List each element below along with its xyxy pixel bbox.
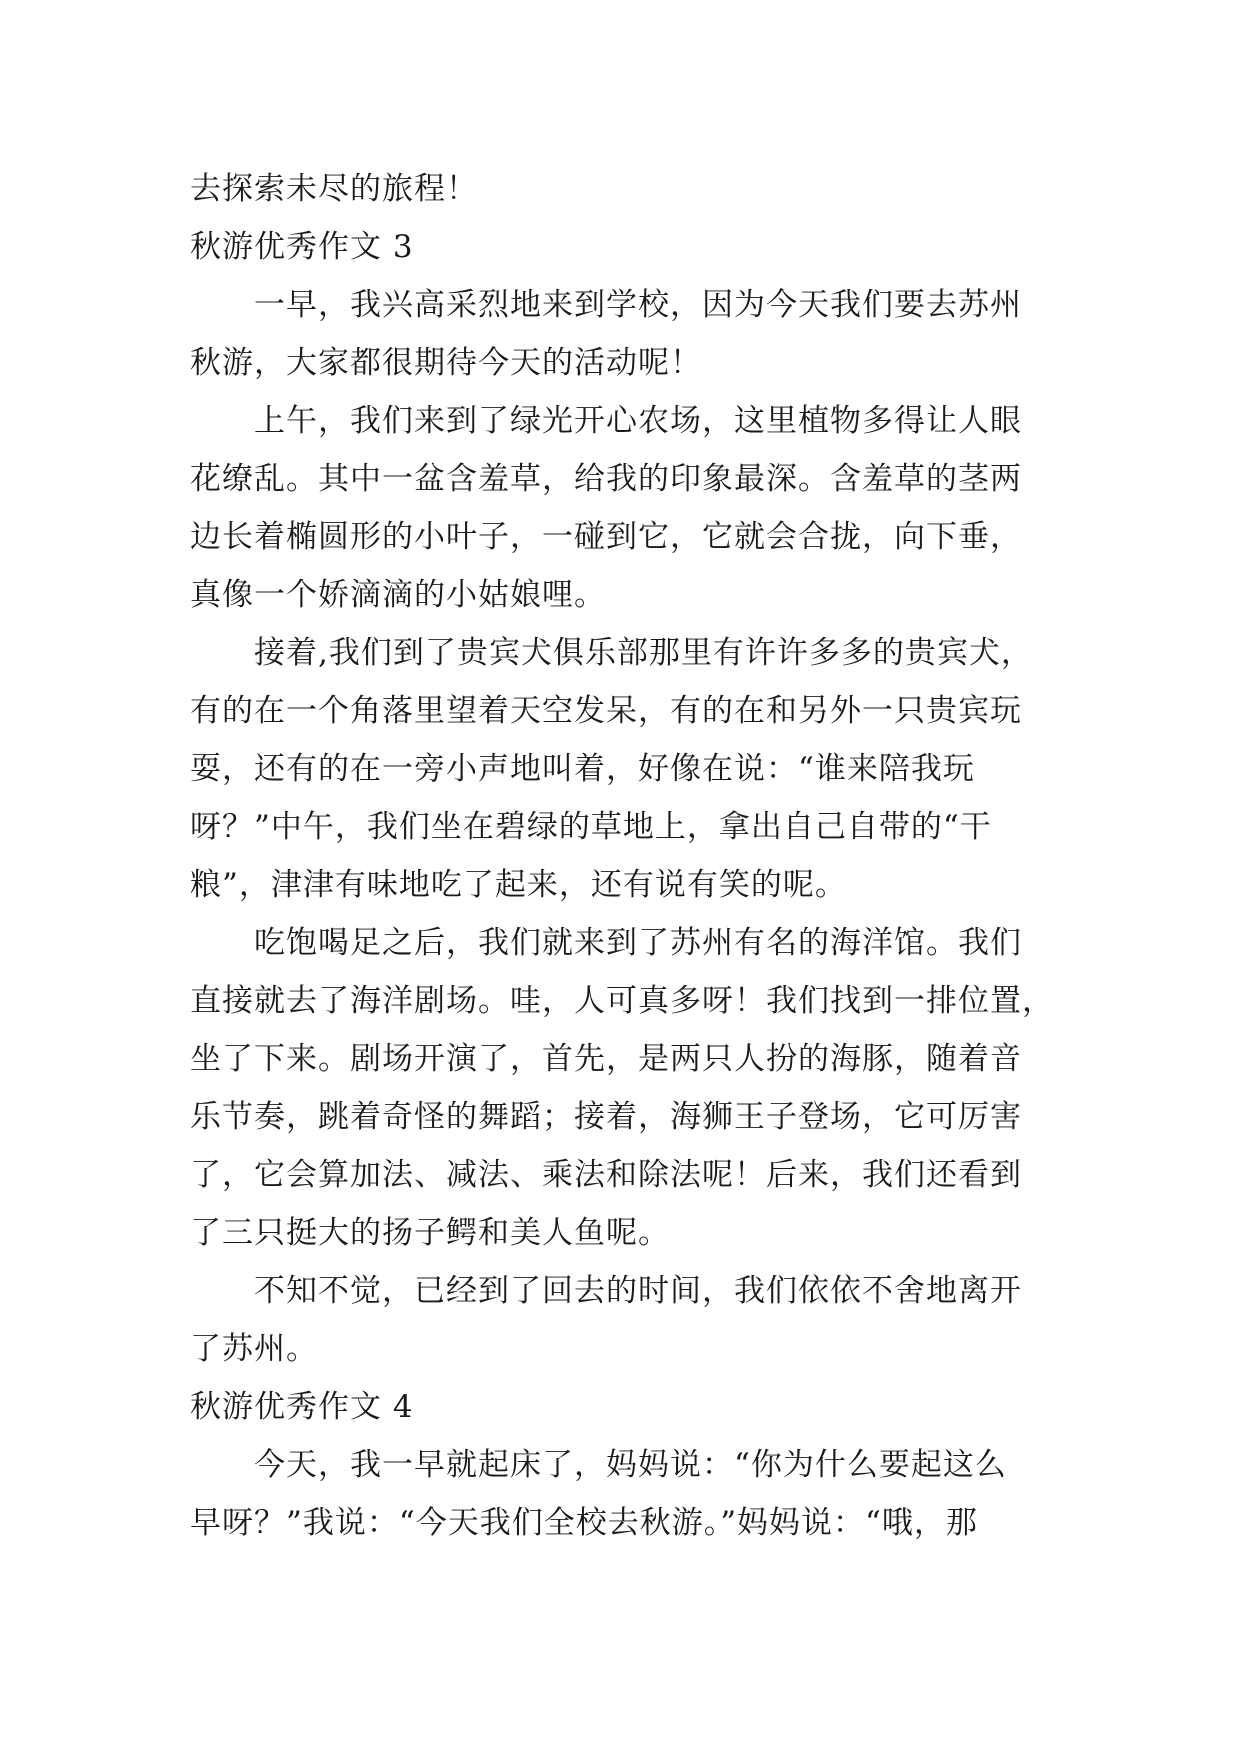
- essay-4-line-2: 早呀？”我说：“今天我们全校去秋游。”妈妈说：“哦，那: [190, 1505, 978, 1541]
- essay-3-line-2: 秋游，大家都很期待今天的活动呢！: [190, 345, 702, 381]
- essay-3-title: 秋游优秀作文 3: [190, 229, 414, 265]
- document-body: [190, 160, 1060, 1552]
- essay-3-line-18: 不知不觉，已经到了回去的时间，我们依依不舍地离开: [254, 1273, 1022, 1309]
- essay-3-line-7: 接着,我们到了贵宾犬俱乐部那里有许许多多的贵宾犬，: [254, 635, 1033, 671]
- essay-4-line-1: 今天，我一早就起床了，妈妈说：“你为什么要起这么: [254, 1447, 1007, 1483]
- essay-3-line-11: 粮”，津津有味地吃了起来，还有说有笑的呢。: [190, 867, 847, 903]
- essay-3-line-5: 边长着椭圆形的小叶子，一碰到它，它就会合拢，向下垂，: [190, 519, 1022, 555]
- continuation-line: 去探索未尽的旅程！: [190, 171, 478, 207]
- essay-3-line-1: 一早，我兴高采烈地来到学校，因为今天我们要去苏州: [254, 287, 1022, 323]
- essay-3-line-6: 真像一个娇滴滴的小姑娘哩。: [190, 577, 606, 613]
- essay-3-line-12: 吃饱喝足之后，我们就来到了苏州有名的海洋馆。我们: [254, 925, 1022, 961]
- essay-3-line-9: 耍，还有的在一旁小声地叫着，好像在说：“谁来陪我玩: [190, 751, 975, 787]
- essay-3-line-8: 有的在一个角落里望着天空发呆，有的在和另外一只贵宾玩: [190, 693, 1022, 729]
- essay-3-line-10: 呀？”中午，我们坐在碧绿的草地上，拿出自己自带的“干: [190, 809, 992, 845]
- essay-3-line-14: 坐了下来。剧场开演了，首先，是两只人扮的海豚，随着音: [190, 1041, 1022, 1077]
- essay-3-line-16: 了，它会算加法、减法、乘法和除法呢！后来，我们还看到: [190, 1157, 1022, 1193]
- essay-3-line-17: 了三只挺大的扬子鳄和美人鱼呢。: [190, 1215, 670, 1251]
- essay-4-title: 秋游优秀作文 4: [190, 1389, 414, 1425]
- essay-3-line-15: 乐节奏，跳着奇怪的舞蹈；接着，海狮王子登场，它可厉害: [190, 1099, 1022, 1135]
- essay-3-line-19: 了苏州。: [190, 1331, 318, 1367]
- essay-3-line-13: 直接就去了海洋剧场。哇，人可真多呀！我们找到一排位置，: [190, 983, 1054, 1019]
- essay-3-line-3: 上午，我们来到了绿光开心农场，这里植物多得让人眼: [254, 403, 1022, 439]
- essay-3-line-4: 花缭乱。其中一盆含羞草，给我的印象最深。含羞草的茎两: [190, 461, 1022, 497]
